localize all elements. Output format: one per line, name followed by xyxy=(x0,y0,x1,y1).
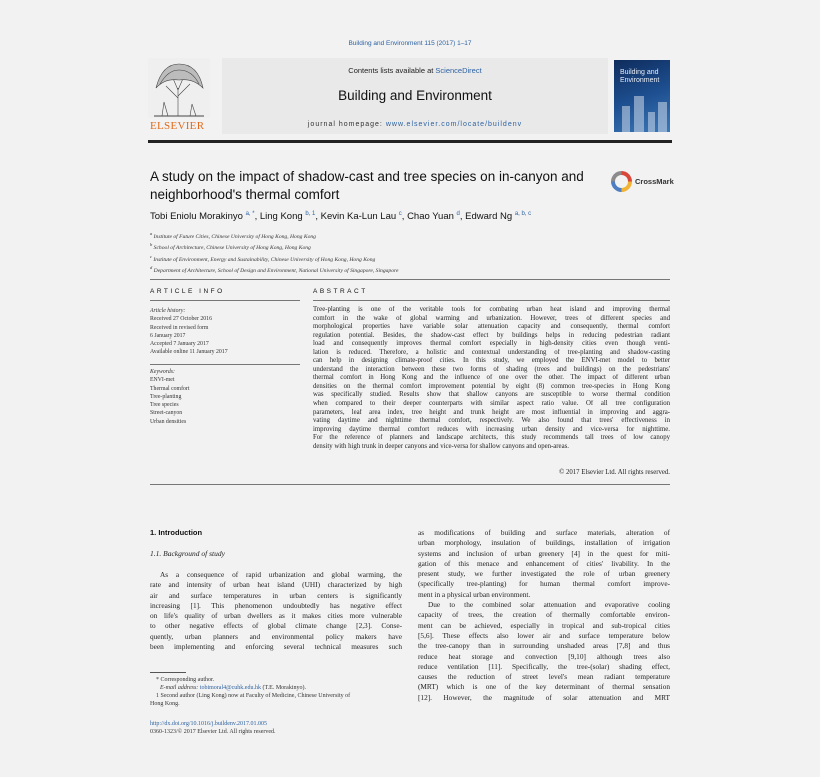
author-email-link[interactable]: tobimoral4@cuhk.edu.hk xyxy=(199,685,261,691)
author-list: Tobi Eniolu Morakinyo $^{a, *}$, Ling Kong $^{b, 1}$, Kevin Ka-Lun Lau $^c$, Chao Yuan $^d$, Edward Ng $^{a, b, c}$ xyxy=(150,211,532,222)
author-name: Kevin Ka-Lun Lau xyxy=(320,211,397,222)
crossmark-label: CrossMark xyxy=(635,177,674,186)
subsection-heading: 1.1. Background of study xyxy=(150,549,225,558)
footnotes xyxy=(150,676,402,708)
abstract-rule xyxy=(313,300,670,301)
author-affil-marker[interactable]: a, b, c xyxy=(514,211,532,217)
abstract-heading: ABSTRACT xyxy=(313,288,368,295)
author-name: Chao Yuan xyxy=(407,211,454,222)
section-heading: 1. Introduction xyxy=(150,528,203,537)
affiliation-list xyxy=(150,230,670,275)
crossmark-badge[interactable] xyxy=(611,171,675,193)
abstract-copyright: © 2017 Elsevier Ltd. All rights reserved. xyxy=(559,469,670,476)
article-history xyxy=(150,307,300,357)
history-item: 6 January 2017 xyxy=(150,332,186,339)
author-affil-marker[interactable]: d xyxy=(456,211,460,217)
keyword: Thermal comfort xyxy=(150,385,190,392)
journal-masthead xyxy=(148,58,672,134)
running-head[interactable]: Building and Environment 115 (2017) 1–17 xyxy=(348,40,472,47)
author-name: Edward Ng xyxy=(465,211,513,222)
keywords-label: Keywords: xyxy=(150,369,175,375)
homepage-link[interactable]: www.elsevier.com/locate/buildenv xyxy=(385,121,523,128)
body-column-right: as modifications of building and surface materials, alteration of urban morphology, insulation of buildings, installation of irrigation systems and inclusion of urban greenery [4] in the quest for miti- gation of this menace and enhancement of cities' livability. In the present study, we further investigated the role of urban greenery (specifically tree-planting) for human thermal comfort improve- ment in a physical urban environment. Due to the combined solar attenuation and evaporative cooling capacity of trees, the creation of thermally comfortable environ- ment can be achieved, especially in tropical and sub-tropical cities [5,6]. These effects also lower air and surface temperature below the tree-canopy than in surrounding unshaded areas [7,8] and thus reduce heat storage and convection [9,10] although trees also reduce ventilation [11]. Specifically, the tree-(solar) shading effect, causes the reduction of street level's mean radiant temperature (MRT) which is one of the key determinant of thermal sensation [12]. However, the magnitude of solar attenuation and MRT xyxy=(418,528,670,702)
article-info-rule xyxy=(150,300,300,301)
footnote-rule xyxy=(150,672,186,673)
affiliation: $^a$ Institute of Future Cities, Chinese University of Hong Kong, Hong Kong xyxy=(150,231,316,240)
keyword: Street-canyon xyxy=(150,410,183,417)
footnote-email: E-mail address: tobimoral4@cuhk.edu.hk (T.E. Morakinyo). xyxy=(160,685,307,691)
contents-line xyxy=(222,66,608,75)
sciencedirect-link[interactable]: ScienceDirect xyxy=(435,66,482,75)
keyword: Tree species xyxy=(150,402,179,409)
keyword: ENVI-met xyxy=(150,377,175,384)
affiliation: $^b$ School of Architecture, Chinese University of Hong Kong, Hong Kong xyxy=(150,242,311,252)
journal-title: Building and Environment xyxy=(338,88,492,103)
article-info-heading: ARTICLE INFO xyxy=(150,288,225,295)
doi-link[interactable]: http://dx.doi.org/10.1016/j.buildenv.2017.01.005 xyxy=(150,721,267,727)
homepage-prefix: journal homepage: xyxy=(307,121,383,128)
footnote-second-author-cont: Hong Kong. xyxy=(150,701,180,707)
cover-title: Building and Environment xyxy=(620,69,660,84)
keyword: Tree-planting xyxy=(150,393,182,400)
author-affil-marker[interactable]: c xyxy=(398,211,402,217)
cover-building xyxy=(622,106,630,132)
crossmark-icon xyxy=(611,171,632,192)
contents-prefix: Contents lists available at xyxy=(348,66,434,75)
history-item: Received 27 October 2016 xyxy=(150,316,212,323)
author-affil-marker[interactable]: b, 1 xyxy=(305,211,316,217)
issn-line: 0360-1323/© 2017 Elsevier Ltd. All rights reserved. xyxy=(150,729,276,736)
cover-building xyxy=(658,102,667,132)
author-name: Tobi Eniolu Morakinyo xyxy=(150,211,243,222)
history-item: Received in revised form xyxy=(150,324,209,331)
history-item: Available online 11 January 2017 xyxy=(150,349,228,356)
cover-building xyxy=(648,112,655,132)
publisher-wordmark: ELSEVIER xyxy=(150,120,205,132)
masthead-banner xyxy=(222,58,608,134)
abstract-body: Tree-planting is one of the veritable tools for combating urban heat island and improving thermal comfort in the wake of global warming and urbanization. However, trees of different species and morphological properties have variable solar attenuation capacity and consequently, thermal comfort regulation potential. Besides, the shadow-cast effect by buildings helps in reducing pedestrian radiant load and consequently improves thermal comfort especially in high-density cities even though venti- lation is reduced. Therefore, a holistic and contextual understanding of tree-planting and shadow-casting can help in designing climate-proof cities. In this study, we employed the ENVI-met model to better understand the interaction between these two forms of shading (trees and buildings) on the pedestrians' thermal comfort in Hong Kong and the influence of one over the other. The impact of different urban densities on the thermal comfort improvement potential by eight (8) common tree-species in Hong Kong was specifically studied. Results show that shallow canyons are susceptible to worse thermal condition when compared to their deeper counterparts with similar aspect ratio value. Of all tree configuration parameters, leaf area index, tree height and trunk height are most influential in improving and aggra- vating daytime and nighttime thermal comfort, respectively. We also found that trees' effectiveness in improving daytime thermal comfort reduces with increasing urban density and vice-versa for nighttime. For the reference of planners and landscape architects, this study recommends tall trees of low canopy density with high trunk in deeper canyons and vice-versa for shallow canyons and open-areas. xyxy=(313,306,670,450)
keyword: Urban densities xyxy=(150,418,187,425)
affiliation: $^c$ Institute of Environment, Energy and Sustainability, Chinese University of Hong Kong, Hong Kong xyxy=(150,253,376,263)
affiliation: $^d$ Department of Architecture, School of Design and Environment, National University of Singapore, Singapore xyxy=(150,265,399,274)
journal-cover-image xyxy=(614,60,670,132)
doi-block xyxy=(150,720,410,737)
keywords xyxy=(150,368,300,426)
cover-building xyxy=(634,96,644,132)
keywords-rule xyxy=(150,364,300,365)
article-title: A study on the impact of shadow-cast and tree species on in-canyon and neighborhood's thermal comfort xyxy=(150,169,584,202)
footnote-second-author: 1 Second author (Ling Kong) now at Faculty of Medicine, Chinese University of xyxy=(156,693,351,699)
author-affil-marker[interactable]: a, * xyxy=(245,211,255,217)
journal-homepage xyxy=(222,121,608,128)
header-divider xyxy=(148,140,672,143)
history-label: Article history: xyxy=(150,308,186,314)
body-column-left: As a consequence of rapid urbanization and global warming, the rate and intensity of urban heat island (UHI) characterized by high air and surface temperatures in urban centers is significantly increasing [1]. This phenomenon undoubtedly has negative effect on life's quality of urban dwellers as it makes cities more vulnerable to other negative effects of global climate change [2,3]. Conse- quently, urban planners and environmental policy makers have been implementing and enforcing several technical measures such xyxy=(150,570,402,652)
history-item: Accepted 7 January 2017 xyxy=(150,341,209,348)
footnote-corresponding: * Corresponding author. xyxy=(156,677,215,683)
author-name: Ling Kong xyxy=(259,211,303,222)
section-divider xyxy=(150,279,670,280)
section-divider xyxy=(150,484,670,485)
